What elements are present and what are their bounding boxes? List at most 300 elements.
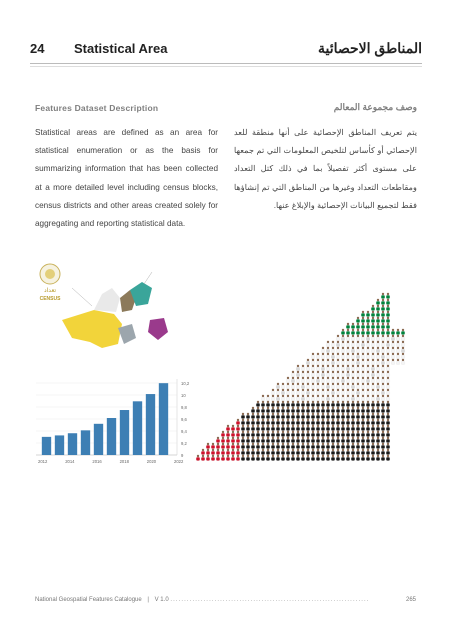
person-body — [246, 445, 250, 448]
person-head — [392, 353, 394, 355]
person-body — [386, 433, 390, 436]
person-head — [237, 437, 239, 439]
person-body — [376, 451, 380, 454]
person-head — [342, 425, 344, 427]
person-head — [322, 401, 324, 403]
person-body — [346, 355, 350, 358]
person-head — [322, 449, 324, 451]
person-body — [296, 403, 300, 406]
person-head — [382, 359, 384, 361]
person-body — [271, 439, 275, 442]
person-head — [322, 437, 324, 439]
person-head — [387, 293, 389, 295]
person-body — [236, 451, 240, 454]
person-head — [387, 323, 389, 325]
person-head — [327, 359, 329, 361]
person-body — [336, 397, 340, 400]
person-head — [277, 419, 279, 421]
person-body — [341, 397, 345, 400]
person-head — [257, 413, 259, 415]
person-head — [382, 377, 384, 379]
person-head — [322, 389, 324, 391]
person-body — [346, 379, 350, 382]
person-head — [372, 425, 374, 427]
person-body — [306, 391, 310, 394]
person-body — [296, 397, 300, 400]
person-body — [321, 373, 325, 376]
person-head — [332, 389, 334, 391]
person-head — [357, 389, 359, 391]
person-head — [272, 437, 274, 439]
map-region-abudhabi — [62, 310, 122, 348]
person-head — [312, 443, 314, 445]
person-head — [302, 383, 304, 385]
person-body — [371, 391, 375, 394]
person-head — [307, 455, 309, 457]
person-body — [401, 355, 405, 358]
person-body — [371, 445, 375, 448]
person-body — [341, 439, 345, 442]
person-body — [351, 409, 355, 412]
person-body — [251, 433, 255, 436]
person-head — [377, 383, 379, 385]
person-head — [382, 389, 384, 391]
person-head — [222, 449, 224, 451]
person-body — [296, 415, 300, 418]
person-body — [301, 427, 305, 430]
person-head — [212, 449, 214, 451]
person-body — [381, 439, 385, 442]
person-head — [377, 437, 379, 439]
person-head — [302, 449, 304, 451]
person-body — [376, 319, 380, 322]
person-head — [332, 455, 334, 457]
person-head — [302, 365, 304, 367]
person-body — [381, 355, 385, 358]
person-head — [342, 383, 344, 385]
person-head — [397, 359, 399, 361]
person-head — [312, 413, 314, 415]
person-head — [262, 395, 264, 397]
person-body — [366, 349, 370, 352]
person-body — [336, 379, 340, 382]
person-body — [276, 427, 280, 430]
person-body — [316, 415, 320, 418]
person-body — [251, 445, 255, 448]
person-body — [381, 433, 385, 436]
person-head — [322, 395, 324, 397]
person-head — [332, 359, 334, 361]
person-body — [356, 427, 360, 430]
person-body — [386, 307, 390, 310]
person-head — [302, 419, 304, 421]
person-head — [332, 449, 334, 451]
person-head — [262, 449, 264, 451]
person-body — [331, 355, 335, 358]
person-body — [371, 427, 375, 430]
person-body — [261, 403, 265, 406]
person-head — [282, 425, 284, 427]
person-head — [377, 359, 379, 361]
person-head — [347, 401, 349, 403]
person-body — [401, 331, 405, 334]
person-body — [361, 451, 365, 454]
person-body — [341, 385, 345, 388]
person-body — [371, 367, 375, 370]
person-head — [217, 455, 219, 457]
person-head — [287, 401, 289, 403]
person-body — [371, 343, 375, 346]
person-body — [251, 451, 255, 454]
person-body — [266, 433, 270, 436]
person-body — [366, 361, 370, 364]
person-head — [382, 305, 384, 307]
person-body — [296, 433, 300, 436]
person-body — [311, 361, 315, 364]
person-body — [331, 451, 335, 454]
person-head — [292, 383, 294, 385]
person-body — [371, 403, 375, 406]
person-head — [257, 455, 259, 457]
person-body — [336, 361, 340, 364]
description-en: Statistical areas are defined as an area for statistical enumeration or as the basis for summarizing information that has been collected at a more detailed level including census blocks, census districts and other areas created solely for aggregating and reporting statistical data. — [35, 128, 218, 229]
person-body — [361, 349, 365, 352]
person-head — [382, 407, 384, 409]
person-body — [226, 445, 230, 448]
person-body — [356, 397, 360, 400]
person-head — [362, 371, 364, 373]
person-body — [281, 445, 285, 448]
chart-bar — [133, 401, 142, 455]
person-head — [292, 437, 294, 439]
person-body — [231, 439, 235, 442]
person-body — [316, 427, 320, 430]
person-head — [227, 455, 229, 457]
person-body — [236, 427, 240, 430]
person-head — [342, 335, 344, 337]
person-head — [327, 389, 329, 391]
person-head — [267, 413, 269, 415]
person-head — [317, 443, 319, 445]
person-head — [352, 365, 354, 367]
person-body — [341, 409, 345, 412]
person-head — [247, 437, 249, 439]
person-body — [251, 439, 255, 442]
person-body — [286, 439, 290, 442]
person-head — [227, 431, 229, 433]
person-body — [241, 445, 245, 448]
person-body — [361, 403, 365, 406]
person-head — [372, 335, 374, 337]
person-head — [347, 377, 349, 379]
person-body — [221, 439, 225, 442]
person-body — [331, 415, 335, 418]
person-body — [376, 385, 380, 388]
people-dots — [196, 293, 405, 461]
person-head — [307, 359, 309, 361]
person-head — [392, 341, 394, 343]
person-body — [256, 415, 260, 418]
person-head — [317, 413, 319, 415]
person-body — [326, 451, 330, 454]
person-body — [346, 397, 350, 400]
person-head — [362, 401, 364, 403]
person-head — [222, 437, 224, 439]
person-head — [217, 443, 219, 445]
person-body — [336, 337, 340, 340]
person-head — [322, 365, 324, 367]
person-head — [312, 389, 314, 391]
person-body — [386, 391, 390, 394]
person-body — [251, 457, 255, 460]
person-head — [342, 449, 344, 451]
person-head — [262, 413, 264, 415]
person-body — [246, 451, 250, 454]
person-head — [337, 347, 339, 349]
person-head — [307, 431, 309, 433]
person-head — [207, 455, 209, 457]
person-head — [302, 431, 304, 433]
person-head — [357, 437, 359, 439]
person-body — [346, 433, 350, 436]
person-head — [307, 371, 309, 373]
person-body — [321, 415, 325, 418]
person-body — [351, 331, 355, 334]
person-head — [327, 425, 329, 427]
person-body — [316, 391, 320, 394]
person-body — [236, 445, 240, 448]
person-head — [387, 455, 389, 457]
person-body — [276, 457, 280, 460]
person-head — [327, 413, 329, 415]
person-body — [341, 343, 345, 346]
person-head — [382, 365, 384, 367]
person-body — [351, 451, 355, 454]
person-head — [317, 371, 319, 373]
person-body — [341, 355, 345, 358]
person-body — [376, 355, 380, 358]
person-head — [387, 407, 389, 409]
person-head — [302, 437, 304, 439]
person-head — [312, 419, 314, 421]
person-head — [337, 431, 339, 433]
person-head — [292, 401, 294, 403]
person-body — [351, 457, 355, 460]
person-body — [351, 391, 355, 394]
person-head — [337, 395, 339, 397]
person-head — [262, 419, 264, 421]
person-body — [276, 397, 280, 400]
person-head — [357, 407, 359, 409]
person-head — [322, 443, 324, 445]
person-head — [387, 443, 389, 445]
person-body — [351, 373, 355, 376]
person-body — [381, 409, 385, 412]
person-body — [346, 415, 350, 418]
person-body — [346, 403, 350, 406]
person-body — [296, 391, 300, 394]
person-body — [356, 355, 360, 358]
person-head — [367, 359, 369, 361]
person-head — [337, 425, 339, 427]
person-body — [346, 445, 350, 448]
person-body — [361, 457, 365, 460]
person-body — [351, 427, 355, 430]
person-body — [246, 421, 250, 424]
person-head — [337, 419, 339, 421]
person-head — [342, 401, 344, 403]
person-head — [282, 437, 284, 439]
person-head — [297, 389, 299, 391]
person-body — [346, 421, 350, 424]
person-head — [362, 455, 364, 457]
person-head — [342, 377, 344, 379]
person-head — [402, 347, 404, 349]
person-body — [381, 319, 385, 322]
person-body — [241, 427, 245, 430]
person-body — [301, 415, 305, 418]
person-head — [247, 425, 249, 427]
person-body — [316, 439, 320, 442]
person-body — [276, 445, 280, 448]
person-head — [207, 443, 209, 445]
person-body — [331, 343, 335, 346]
person-head — [377, 395, 379, 397]
person-head — [327, 365, 329, 367]
person-head — [387, 347, 389, 349]
person-body — [351, 343, 355, 346]
person-body — [261, 415, 265, 418]
person-body — [386, 337, 390, 340]
person-head — [362, 353, 364, 355]
person-body — [371, 313, 375, 316]
chapter-title-ar: المناطق الاحصائية — [317, 40, 422, 56]
person-body — [381, 421, 385, 424]
person-head — [332, 371, 334, 373]
person-body — [291, 397, 295, 400]
person-head — [357, 323, 359, 325]
person-head — [332, 413, 334, 415]
person-body — [336, 445, 340, 448]
person-body — [241, 457, 245, 460]
person-head — [317, 425, 319, 427]
person-head — [387, 413, 389, 415]
person-head — [307, 413, 309, 415]
person-body — [296, 445, 300, 448]
person-body — [286, 415, 290, 418]
person-head — [327, 407, 329, 409]
person-body — [391, 331, 395, 334]
person-body — [271, 409, 275, 412]
person-head — [287, 455, 289, 457]
person-body — [366, 313, 370, 316]
person-body — [361, 325, 365, 328]
person-head — [327, 371, 329, 373]
person-head — [227, 425, 229, 427]
person-body — [286, 403, 290, 406]
person-head — [262, 443, 264, 445]
person-head — [397, 353, 399, 355]
person-body — [276, 415, 280, 418]
person-body — [376, 325, 380, 328]
person-body — [266, 427, 270, 430]
person-head — [272, 413, 274, 415]
person-head — [282, 449, 284, 451]
person-head — [272, 431, 274, 433]
person-head — [302, 455, 304, 457]
person-body — [301, 439, 305, 442]
person-head — [242, 413, 244, 415]
person-head — [377, 443, 379, 445]
person-body — [356, 421, 360, 424]
person-body — [401, 337, 405, 340]
person-head — [327, 395, 329, 397]
person-head — [227, 437, 229, 439]
person-body — [376, 427, 380, 430]
person-body — [341, 433, 345, 436]
person-head — [237, 425, 239, 427]
person-head — [372, 347, 374, 349]
person-body — [256, 427, 260, 430]
person-head — [357, 353, 359, 355]
person-head — [372, 419, 374, 421]
person-body — [386, 445, 390, 448]
person-body — [346, 373, 350, 376]
person-body — [361, 427, 365, 430]
person-body — [286, 427, 290, 430]
person-body — [391, 349, 395, 352]
person-body — [321, 379, 325, 382]
person-body — [341, 421, 345, 424]
person-body — [331, 385, 335, 388]
person-body — [386, 331, 390, 334]
person-head — [307, 401, 309, 403]
chart-y-tick-label: 9 — [181, 453, 184, 458]
person-body — [196, 457, 200, 460]
person-body — [231, 457, 235, 460]
person-head — [387, 425, 389, 427]
person-head — [377, 323, 379, 325]
person-body — [376, 343, 380, 346]
person-head — [317, 401, 319, 403]
person-body — [366, 415, 370, 418]
person-head — [322, 371, 324, 373]
person-head — [357, 329, 359, 331]
person-body — [361, 337, 365, 340]
person-body — [376, 313, 380, 316]
person-body — [241, 421, 245, 424]
person-head — [277, 425, 279, 427]
person-body — [226, 427, 230, 430]
person-body — [321, 355, 325, 358]
person-body — [381, 397, 385, 400]
person-head — [327, 341, 329, 343]
person-body — [381, 451, 385, 454]
person-head — [302, 395, 304, 397]
person-body — [376, 433, 380, 436]
person-head — [227, 449, 229, 451]
person-head — [332, 341, 334, 343]
footer-catalogue: National Geospatial Features Catalogue — [35, 597, 142, 603]
person-body — [351, 325, 355, 328]
person-head — [352, 377, 354, 379]
person-head — [312, 383, 314, 385]
person-head — [277, 413, 279, 415]
person-head — [267, 407, 269, 409]
person-body — [386, 403, 390, 406]
page-number: 265 — [405, 597, 416, 603]
person-body — [296, 457, 300, 460]
